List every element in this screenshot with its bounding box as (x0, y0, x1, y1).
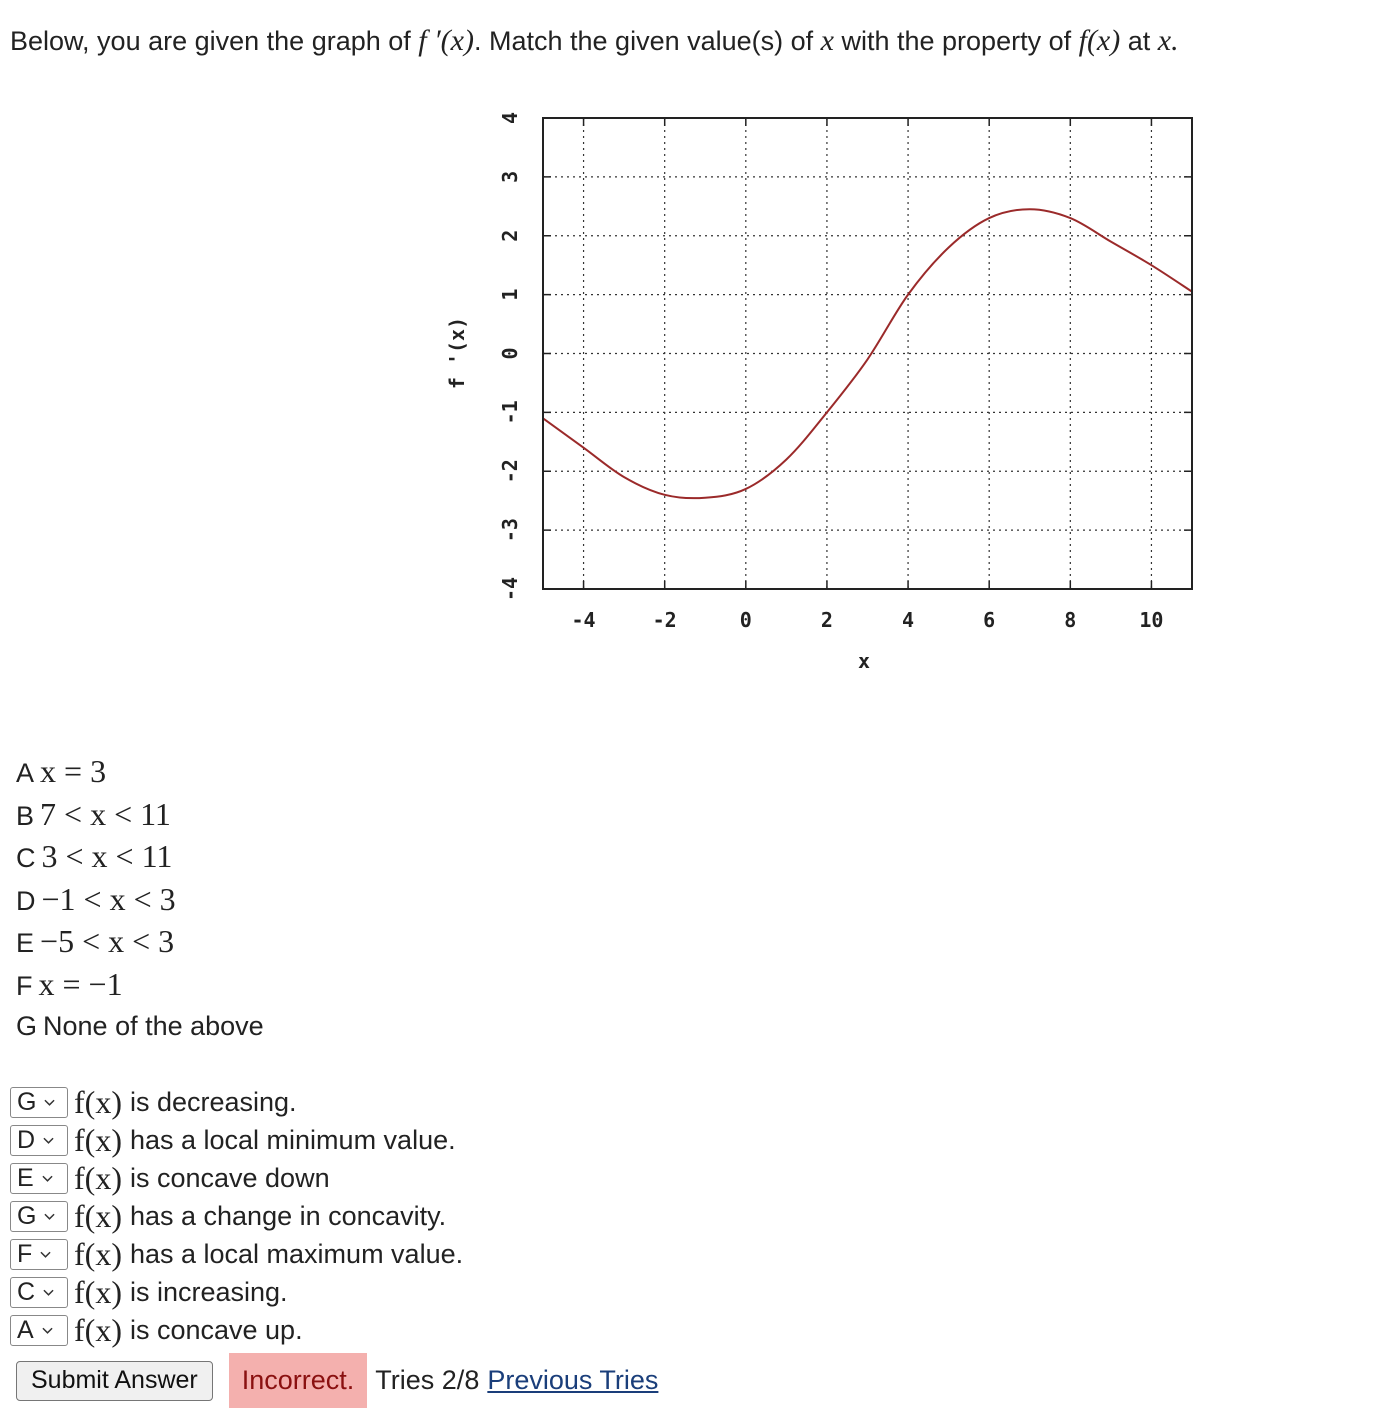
option-expression: −1 < x < 3 (41, 880, 176, 917)
x-tick-label: 8 (1064, 608, 1077, 632)
prompt-xvar: x (820, 24, 834, 57)
chevron-down-icon (44, 1097, 55, 1108)
fx-label: f(x) (74, 1311, 122, 1348)
option-e (16, 920, 264, 963)
chevron-down-icon (43, 1287, 54, 1298)
submit-footer (16, 1353, 658, 1408)
option-letter: B (16, 800, 35, 831)
option-letter: F (16, 970, 33, 1001)
match-row (10, 1083, 463, 1121)
match-row (10, 1197, 463, 1235)
prompt-fx: f(x) (1078, 24, 1121, 57)
property-text: has a local minimum value. (129, 1124, 456, 1155)
option-a (16, 750, 264, 793)
match-row (10, 1235, 463, 1273)
y-tick-label: -1 (498, 400, 522, 425)
property-text: has a local maximum value. (129, 1238, 464, 1269)
dropdown-value: E (17, 1163, 34, 1192)
dropdown-value: C (17, 1277, 36, 1306)
prompt-fprime: f ′(x) (418, 24, 474, 57)
fx-label: f(x) (74, 1159, 122, 1196)
option-expression: −5 < x < 3 (40, 923, 175, 959)
x-tick-label: -2 (652, 608, 677, 632)
dropdown-value: G (17, 1087, 37, 1116)
y-axis-label: f '(x) (445, 316, 469, 390)
chevron-down-icon (42, 1325, 53, 1336)
option-letter: E (16, 928, 35, 958)
chevron-down-icon (43, 1135, 54, 1146)
option-d (16, 878, 264, 921)
option-f (16, 963, 264, 1006)
answer-dropdown[interactable] (10, 1239, 68, 1270)
chevron-down-icon (44, 1211, 55, 1222)
option-expression: x = −1 (38, 965, 123, 1002)
prompt-part4: at (1120, 26, 1158, 56)
option-letter: D (16, 885, 36, 916)
prompt-part3: with the property of (833, 26, 1079, 56)
x-tick-label: 0 (739, 608, 752, 632)
match-row (10, 1311, 463, 1349)
y-tick-label: 4 (498, 111, 522, 125)
property-text: is concave down (129, 1162, 330, 1193)
chart-ticks (498, 112, 1192, 632)
prompt-xend: x. (1157, 24, 1179, 57)
prompt-part2: . Match the given value(s) of (473, 26, 821, 56)
property-text: is decreasing. (129, 1086, 297, 1117)
x-tick-label: -4 (571, 608, 596, 632)
dropdown-value: D (17, 1125, 36, 1154)
question-prompt (10, 24, 1179, 58)
option-b (16, 793, 264, 836)
match-list (10, 1083, 463, 1349)
option-expression: 7 < x < 11 (40, 795, 171, 832)
fx-label: f(x) (74, 1235, 122, 1272)
option-expression: x = 3 (40, 753, 107, 789)
option-c (16, 835, 264, 878)
y-tick-label: 3 (498, 170, 522, 183)
x-axis-label: x (857, 649, 871, 673)
option-letter: A (16, 758, 35, 788)
prompt-part1: Below, you are given the graph of (10, 26, 419, 56)
submit-answer-button[interactable]: Submit Answer (16, 1361, 213, 1401)
x-tick-label: 6 (983, 608, 996, 632)
match-row (10, 1121, 463, 1159)
answer-dropdown[interactable] (10, 1125, 68, 1156)
option-letter: G (16, 1011, 38, 1041)
answer-options (16, 750, 264, 1048)
option-expression: None of the above (43, 1011, 264, 1041)
x-tick-label: 2 (820, 608, 833, 632)
option-letter: C (16, 843, 36, 873)
x-tick-label: 4 (902, 608, 915, 632)
answer-dropdown[interactable] (10, 1315, 68, 1346)
y-tick-label: 1 (498, 288, 522, 301)
answer-dropdown[interactable] (10, 1201, 68, 1232)
fx-label: f(x) (74, 1083, 122, 1120)
answer-dropdown[interactable] (10, 1163, 68, 1194)
match-row (10, 1159, 463, 1197)
option-expression: 3 < x < 11 (41, 838, 173, 874)
fx-label: f(x) (74, 1121, 122, 1158)
chevron-down-icon (40, 1249, 51, 1260)
chevron-down-icon (42, 1173, 53, 1184)
tries-counter: Tries 2/8 (375, 1365, 480, 1395)
property-text: is increasing. (129, 1276, 288, 1307)
fx-label: f(x) (74, 1273, 122, 1310)
property-text: is concave up. (129, 1314, 303, 1345)
dropdown-value: F (17, 1239, 33, 1268)
dropdown-value: G (17, 1201, 37, 1230)
option-g (16, 1005, 264, 1048)
fprime-graph (440, 95, 1220, 695)
x-tick-label: 10 (1139, 608, 1164, 632)
y-tick-label: -4 (498, 576, 522, 602)
property-text: has a change in concavity. (129, 1200, 447, 1231)
dropdown-value: A (17, 1315, 34, 1344)
chart-grid (543, 118, 1192, 589)
match-row (10, 1273, 463, 1311)
y-tick-label: -3 (498, 518, 522, 543)
status-badge: Incorrect. (229, 1353, 368, 1408)
previous-tries-link[interactable]: Previous Tries (487, 1365, 659, 1395)
fx-label: f(x) (74, 1197, 122, 1234)
y-tick-label: 2 (498, 229, 522, 242)
answer-dropdown[interactable] (10, 1277, 68, 1308)
y-tick-label: 0 (498, 347, 522, 360)
answer-dropdown[interactable] (10, 1087, 68, 1118)
y-tick-label: -2 (498, 459, 522, 484)
